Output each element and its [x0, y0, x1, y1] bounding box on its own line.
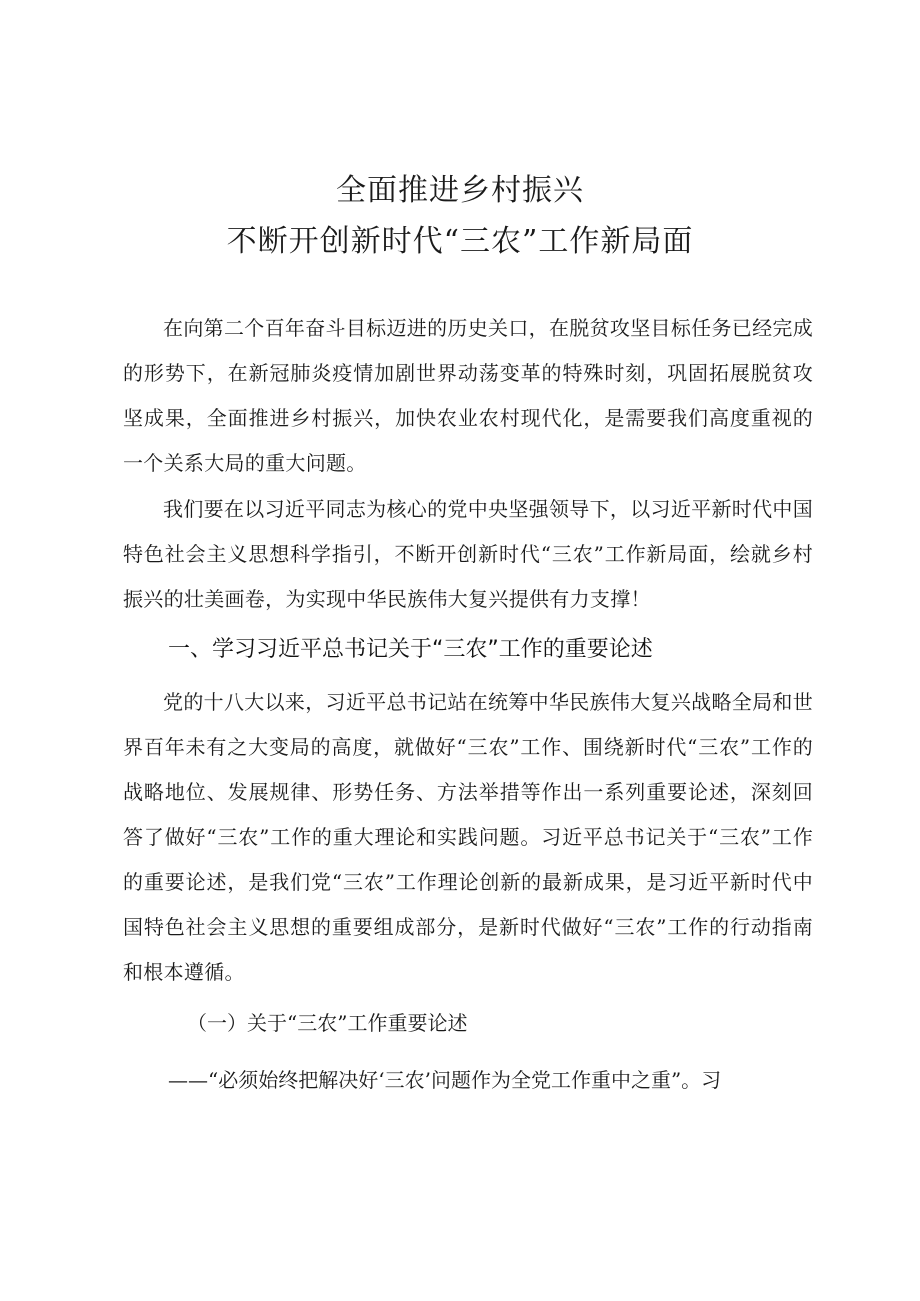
section-1-heading: 一、学习习近平总书记关于“三农”工作的重要论述 [168, 637, 653, 662]
section-1-subheading: （一）关于“三农”工作重要论述 [187, 1011, 468, 1035]
section-1-quote-line: ——“必须始终把解决好‘三农’问题作为全党工作重中之重”。习 [168, 1068, 722, 1092]
intro-paragraph-1: 在向第二个百年奋斗目标迈进的历史关口，在脱贫攻坚目标任务已经完成的形势下，在新冠肺炎疫情加剧世界动荡变革的特殊时刻，巩固拓展脱贫攻坚成果，全面推进乡村振兴，加快农业农村现代化，是需要我们高度重视的一个关系大局的重大问题。 [123, 316, 813, 475]
section-1-paragraph: 党的十八大以来，习近平总书记站在统筹中华民族伟大复兴战略全局和世界百年未有之大变局的高度，就做好“三农”工作、围绕新时代“三农”工作的战略地位、发展规律、形势任务、方法举措等作出一系列重要论述，深刻回答了做好“三农”工作的重大理论和实践问题。习近平总书记关于“三农”工作的重要论述，是我们党“三农”工作理论创新的最新成果，是习近平新时代中国特色社会主义思想的重要组成部分，是新时代做好“三农”工作的行动指南和根本遵循。 [123, 690, 813, 984]
intro-paragraph-2: 我们要在以习近平同志为核心的党中央坚强领导下，以习近平新时代中国特色社会主义思想科学指引，不断开创新时代“三农”工作新局面，绘就乡村振兴的壮美画卷，为实现中华民族伟大复兴提供有力支撑！ [123, 497, 813, 611]
document-title-line-2: 不断开创新时代“三农”工作新局面 [226, 224, 694, 259]
document-title-line-1: 全面推进乡村振兴 [336, 173, 584, 208]
